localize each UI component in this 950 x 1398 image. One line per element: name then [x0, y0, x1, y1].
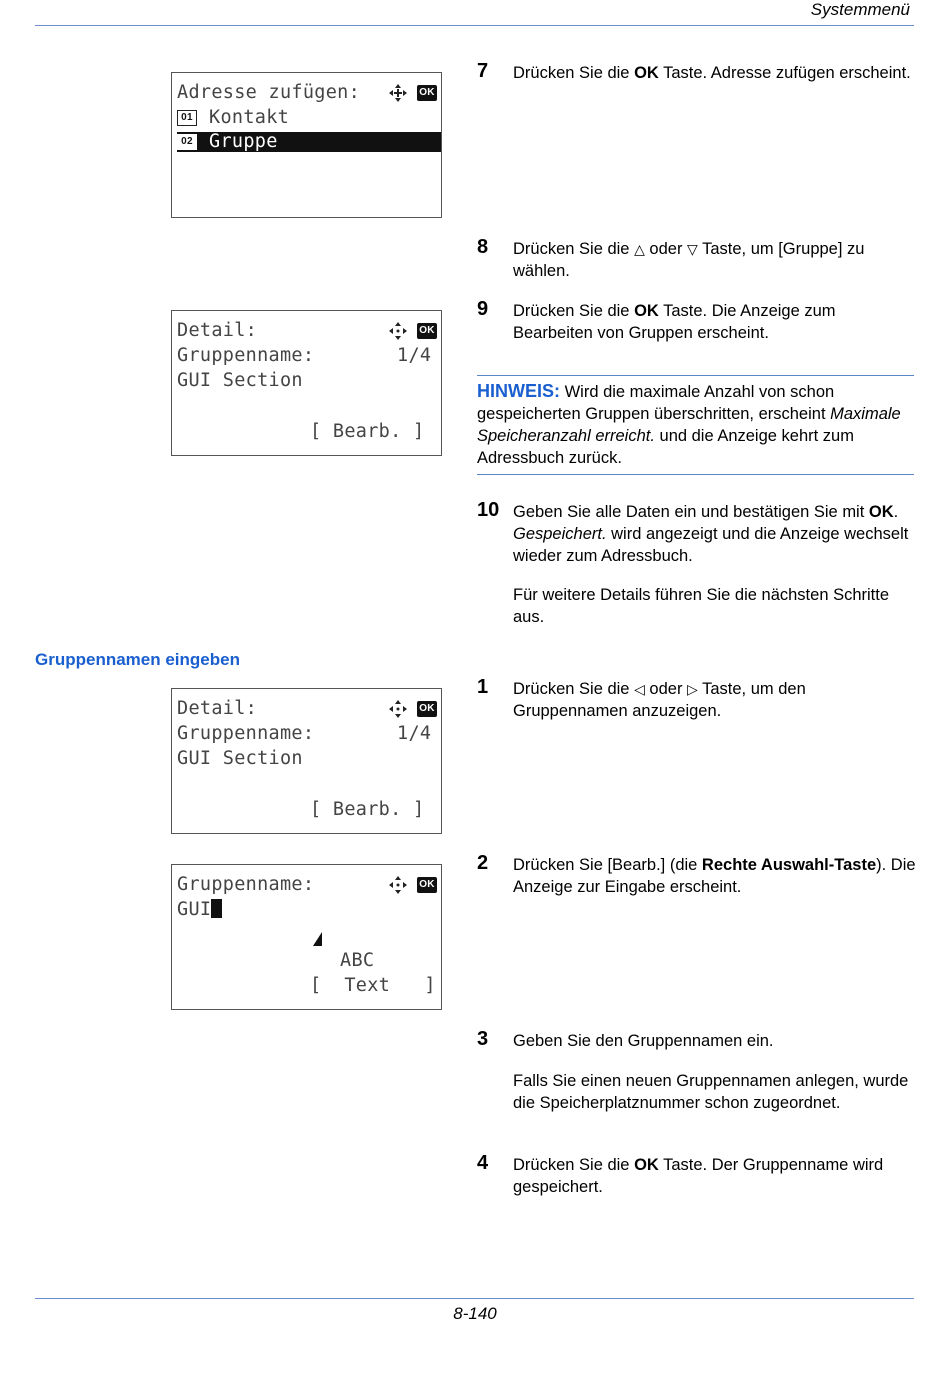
triangle-indicator-icon	[313, 929, 323, 949]
lcd-screen-detail-2	[171, 688, 442, 834]
header-rule	[35, 25, 914, 26]
ok-key-icon: OK	[417, 875, 437, 895]
ok-key-icon: OK	[417, 83, 437, 103]
lcd-input-mode: ABC	[340, 950, 375, 971]
nav-arrows-icon	[388, 321, 408, 341]
lcd-page-indicator: 1/4	[397, 723, 432, 744]
ok-key-icon: OK	[417, 699, 437, 719]
left-key-icon: ◁	[634, 681, 645, 697]
note-label: HINWEIS:	[477, 381, 560, 401]
down-key-icon: ▽	[687, 241, 698, 257]
lcd-groupname-label: Gruppenname:	[177, 723, 315, 744]
lcd-groupname-label: Gruppenname:	[177, 345, 315, 366]
lcd-softkey-edit: [ Bearb. ]	[310, 799, 425, 820]
up-key-icon: △	[634, 241, 645, 257]
section-heading: Gruppennamen eingeben	[35, 650, 240, 669]
lcd-groupname-value: GUI Section	[177, 748, 303, 769]
lcd-item-kontakt: 01 Kontakt	[177, 107, 289, 129]
ok-key-icon: OK	[417, 321, 437, 341]
lcd-page-indicator: 1/4	[397, 345, 432, 366]
lcd-name-input: GUI	[177, 899, 222, 921]
right-key-icon: ▷	[687, 681, 698, 697]
lcd-screen-add-address	[171, 72, 442, 218]
lcd-detail-label: Detail:	[177, 320, 258, 341]
footer-rule	[35, 1298, 914, 1299]
text-cursor	[211, 899, 222, 918]
step-3-extra: Falls Sie einen neuen Gruppennamen anlegen, wurde die Speicherplatznummer schon zugeordnet.	[513, 1072, 909, 1112]
lcd-groupname-value: GUI Section	[177, 370, 303, 391]
lcd-groupname-label: Gruppenname:	[177, 874, 315, 895]
lcd-item-gruppe-selected: 02 Gruppe	[177, 132, 441, 152]
lcd-softkey-text: [ Text ]	[310, 975, 436, 996]
nav-arrows-icon	[388, 83, 408, 103]
nav-arrows-icon	[388, 699, 408, 719]
running-header: Systemmenü	[810, 0, 910, 19]
step-10-extra: Für weitere Details führen Sie die nächsten Schritte aus.	[513, 586, 890, 626]
lcd-softkey-edit: [ Bearb. ]	[310, 421, 425, 442]
lcd-title: Adresse zufügen:	[177, 82, 361, 103]
lcd-screen-detail-1	[171, 310, 442, 456]
note-box: HINWEIS: Wird die maximale Anzahl von schon gespeicherten Gruppen überschritten, erscheint Maximale Speicheranzahl erreicht. und die Anzeige kehrt zum Adressbuch zurück.	[477, 375, 914, 475]
lcd-detail-label: Detail:	[177, 698, 258, 719]
nav-arrows-icon	[388, 875, 408, 895]
page-number: 8-140	[453, 1304, 497, 1323]
lcd-screen-name-entry	[171, 864, 442, 1010]
